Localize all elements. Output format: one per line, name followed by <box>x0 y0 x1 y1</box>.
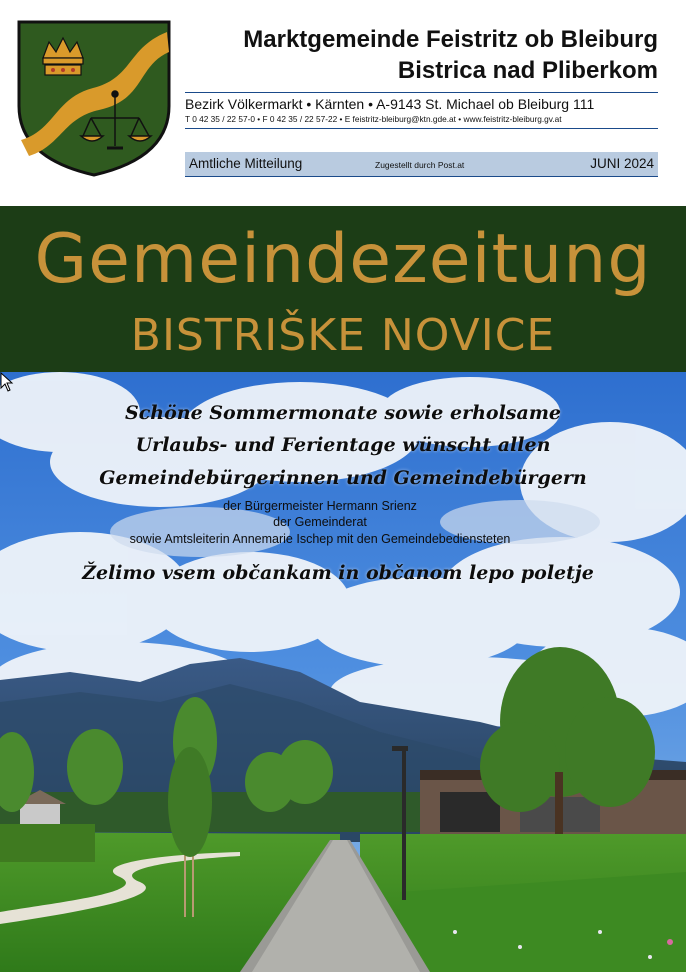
greeting-line-3: Gemeindebürgerinnen und Gemeindebürgern <box>99 467 587 489</box>
newspaper-subtitle: BISTRIŠKE NOVICE <box>130 310 556 361</box>
signature-staff: sowie Amtsleiterin Annemarie Ischep mit den Gemeindebediensteten <box>129 532 511 546</box>
municipality-name-slovene: Bistrica nad Pliberkom <box>397 57 658 84</box>
contact-line: T 0 42 35 / 22 57-0 • F 0 42 35 / 22 57-22 • E feistritz-bleiburg@ktn.gde.at • www.feistritz-bleiburg.gv.at <box>185 114 562 124</box>
slovene-greeting: Želimo vsem občankam in občanom lepo poletje <box>82 562 594 584</box>
landscape-illustration <box>0 372 686 972</box>
signature-mayor: der Bürgermeister Hermann Srienz <box>223 499 417 513</box>
official-notice-label: Amtliche Mitteilung <box>189 156 303 171</box>
issue-date: JUNI 2024 <box>590 156 654 171</box>
signature-council: der Gemeinderat <box>273 515 367 529</box>
masthead-band <box>0 206 686 372</box>
address-line: Bezirk Völkermarkt • Kärnten • A-9143 St. Michael ob Bleiburg 111 <box>185 96 595 112</box>
delivery-note: Zugestellt durch Post.at <box>375 160 465 170</box>
coat-of-arms-icon <box>15 18 173 178</box>
cover-photo <box>0 372 686 972</box>
greeting-line-2: Urlaubs- und Ferientage wünscht allen <box>135 434 551 456</box>
greeting-line-1: Schöne Sommermonate sowie erholsame <box>124 402 562 424</box>
page-header <box>0 0 686 205</box>
newspaper-title: Gemeindezeitung <box>34 220 652 299</box>
notice-bar <box>185 152 658 177</box>
header-divider-lower <box>185 128 658 129</box>
mouse-pointer-icon <box>0 372 14 392</box>
header-divider <box>185 92 658 93</box>
municipality-name-german: Marktgemeinde Feistritz ob Bleiburg <box>243 26 658 53</box>
